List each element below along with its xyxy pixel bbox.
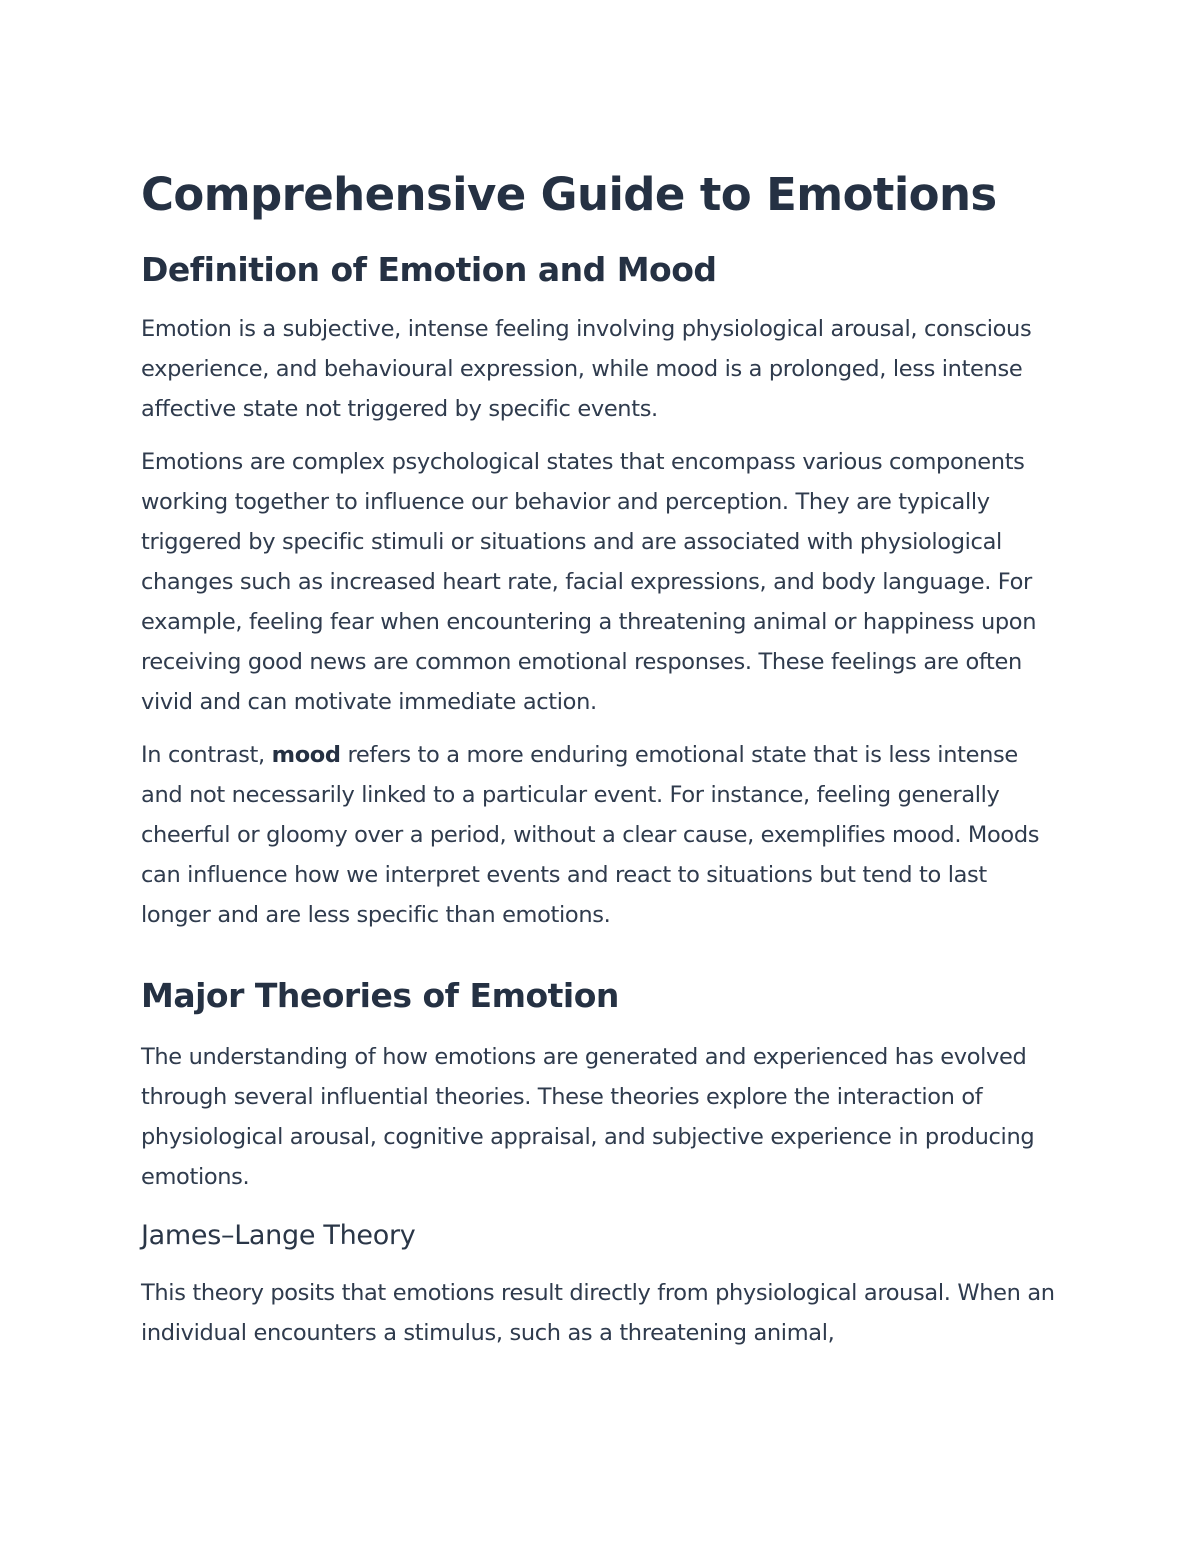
theories-paragraph-1: The understanding of how emotions are generated and experienced has evolved through several influential theories. These theories explore the interaction of physiological arousal, cognitive appraisal, and subjective experience in producing emotions. [141,1044,1035,1190]
document-page [141,167,1061,1353]
definition-paragraph-2: Emotions are complex psychological states that encompass various components working together to influence our behavior and perception. They are typically triggered by specific stimuli or situations and are associated with physiological changes such as increased heart rate, facial expressions, and body language. For example, feeling fear when encountering a threatening animal or happiness upon receiving good news are common emotional responses. These feelings are often vivid and can motivate immediate action. [141,449,1037,715]
paragraph-text-segment: In contrast, [141,742,272,768]
paragraph-text-segment: refers to a more enduring emotional state that is less intense and not necessarily linked to a particular event. For instance, feeling generally cheerful or gloomy over a period, without a clear cause, exemplifies mood. Moods can influence how we interpret events and react to situations but tend to last longer and are less specific than emotions. [141,742,1040,928]
definition-paragraph-1: Emotion is a subjective, intense feeling involving physiological arousal, conscious experience, and behavioural expression, while mood is a prolonged, less intense affective state not triggered by specific events. [141,316,1032,422]
james-lange-paragraph-1: This theory posits that emotions result directly from physiological arousal. When an individual encounters a stimulus, such as a threatening animal, [141,1280,1055,1346]
document-title: Comprehensive Guide to Emotions [141,168,997,221]
mood-emphasis: mood [271,742,341,768]
section-heading-definition: Definition of Emotion and Mood [141,250,717,289]
section-heading-theories: Major Theories of Emotion [141,976,619,1015]
subsection-heading-james-lange: James–Lange Theory [141,1220,416,1251]
definition-paragraph-3 [141,735,1061,935]
